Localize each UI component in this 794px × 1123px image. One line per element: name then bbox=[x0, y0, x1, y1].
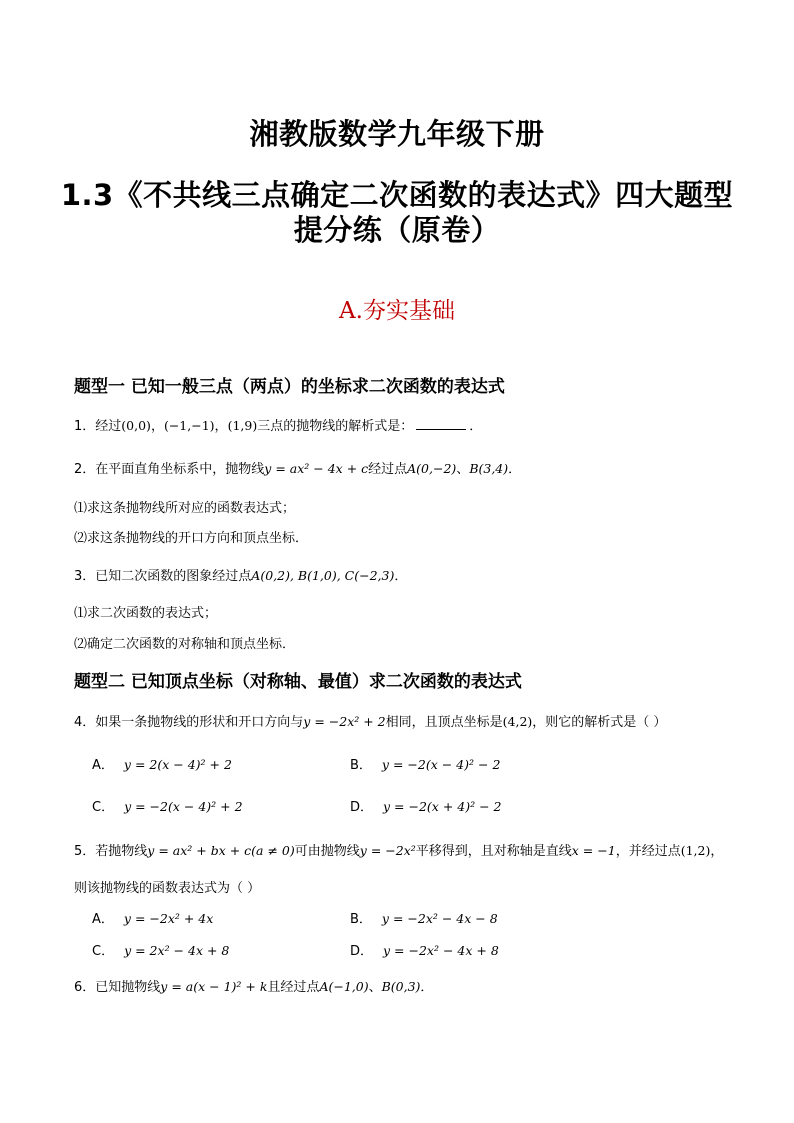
answer-blank bbox=[416, 419, 466, 430]
q4-option-d[interactable]: D． y = −2(x + 4)² − 2 bbox=[350, 799, 502, 815]
question-5-line-2: 则该抛物线的函数表达式为（ ） bbox=[74, 881, 261, 896]
type2-heading: 题型二 已知顶点坐标（对称轴、最值）求二次函数的表达式 bbox=[74, 672, 522, 692]
question-1: 1．经过(0,0)，(−1,−1)，(1,9)三点的抛物线的解析式是： ． bbox=[74, 418, 483, 434]
q4-option-a[interactable]: A． y = 2(x − 4)² + 2 bbox=[92, 757, 232, 773]
doc-title-line3: 提分练（原卷） bbox=[293, 213, 501, 247]
q5-option-b[interactable]: B． y = −2x² − 4x − 8 bbox=[350, 911, 498, 927]
section-heading: A.夯实基础 bbox=[339, 298, 455, 324]
q5-option-a[interactable]: A． y = −2x² + 4x bbox=[92, 911, 214, 927]
q5-option-d[interactable]: D． y = −2x² − 4x + 8 bbox=[350, 943, 499, 959]
doc-title-line1: 湘教版数学九年级下册 bbox=[249, 117, 545, 151]
doc-title-line2: 1.3《不共线三点确定二次函数的表达式》四大题型 bbox=[60, 178, 734, 212]
question-6: 6．已知抛物线y = a(x − 1)² + k且经过点A(−1,0)、B(0,3)． bbox=[74, 979, 434, 995]
question-3: 3．已知二次函数的图象经过点A(0,2), B(1,0), C(−2,3)． bbox=[74, 568, 408, 584]
question-2-part-2: ⑵求这条抛物线的开口方向和顶点坐标． bbox=[74, 531, 309, 546]
q4-option-c[interactable]: C． y = −2(x − 4)² + 2 bbox=[92, 799, 243, 815]
question-4: 4．如果一条抛物线的形状和开口方向与y = −2x² + 2相同，且顶点坐标是(4,2)，则它的解析式是（ ） bbox=[74, 714, 667, 730]
question-3-part-2: ⑵确定二次函数的对称轴和顶点坐标． bbox=[74, 637, 296, 652]
question-3-part-1: ⑴求二次函数的表达式； bbox=[74, 606, 218, 621]
question-2: 2．在平面直角坐标系中，抛物线y = ax² − 4x + c经过点A(0,−2)、B(3,4)． bbox=[74, 461, 522, 477]
type1-heading: 题型一 已知一般三点（两点）的坐标求二次函数的表达式 bbox=[74, 377, 505, 397]
q5-option-c[interactable]: C． y = 2x² − 4x + 8 bbox=[92, 943, 230, 959]
question-2-part-1: ⑴求这条抛物线所对应的函数表达式； bbox=[74, 501, 296, 516]
question-5: 5．若抛物线y = ax² + bx + c(a ≠ 0)可由抛物线y = −2x²平移得到，且对称轴是直线x = −1，并经过点(1,2)， bbox=[74, 843, 724, 859]
q4-option-b[interactable]: B． y = −2(x − 4)² − 2 bbox=[350, 757, 501, 773]
